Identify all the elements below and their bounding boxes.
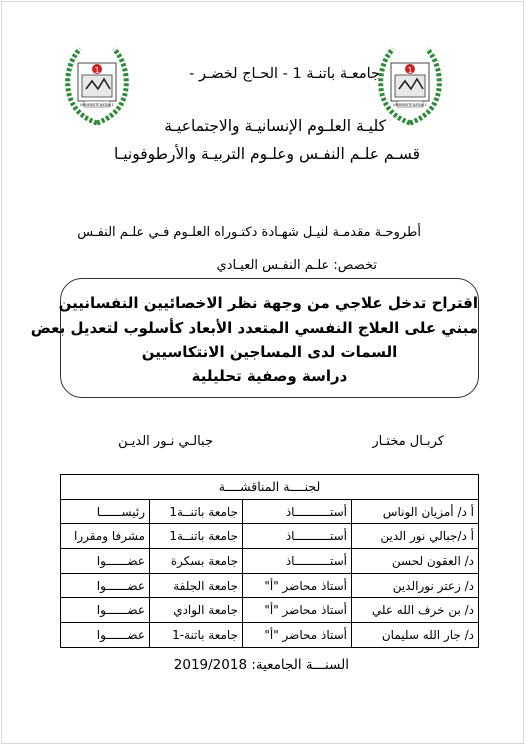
supervisor-name: جبالـي نـور الديـن [118,434,213,449]
faculty-name: كليـة العلـوم الإنسانيـة والاجتماعيـة [164,117,386,135]
table-row [61,549,479,574]
table-row [61,623,479,648]
academic-year: السنـــة الجامعية: 2019/2018 [173,657,349,673]
thesis-title-line: اقتراح تدخل علاجي من وجهة نظر الاخصائيين النفسانيين [58,294,478,312]
thesis-title-box [30,278,479,398]
member-university: جامعة باتنــة1 [150,524,243,549]
member-role: عضــــــوا [61,573,150,598]
member-rank: أستاذ محاضر "أ" [243,598,352,623]
member-role: عضــــــوا [61,598,150,623]
member-university: جامعة باتنــة1 [150,499,243,524]
member-rank: أستاذ محاضر "أ" [243,573,352,598]
member-rank: أستــــــــــاذ [243,524,352,549]
member-name: د/ العقون لحسن [352,549,479,574]
member-name: د/ زعتر نورالدين [352,573,479,598]
member-name: أ د/جبالي نور الدين [352,524,479,549]
svg-text:UNIVERSITÉ BATNA 1: UNIVERSITÉ BATNA 1 [393,103,427,107]
specialty-line: تخصص: علـم النفـس العيـادي [216,258,377,273]
member-university: جامعة الوادي [150,598,243,623]
member-rank: أستــــــــــاذ [243,549,352,574]
thesis-subtitle: دراسة وصفية تحليلية [191,367,348,385]
member-role: عضــــــوا [61,623,150,648]
table-row [61,573,479,598]
member-role: عضــــــوا [61,549,150,574]
svg-text:1: 1 [407,66,413,75]
member-role: رئيســــــا [61,499,150,524]
student-name: كربـال مختـار [372,434,444,449]
svg-text:1: 1 [94,66,100,75]
table-row [61,499,479,524]
table-row [61,524,479,549]
member-name: د/ بن خرف الله علي [352,598,479,623]
member-rank: أستاذ محاضر "أ" [243,623,352,648]
member-university: جامعة الجلفة [150,573,243,598]
committee-title: لجنــــة المناقشــــة [61,475,479,500]
member-university: جامعة باتنة-1 [150,623,243,648]
university-name: جامعـة باتنـة 1 - الحـاج لخضـر - [189,66,380,82]
thesis-title-line: السمات لدى المساجين الانتكاسيين [141,343,398,361]
committee-table [60,474,479,648]
svg-text:UNIVERSITÉ BATNA 1: UNIVERSITÉ BATNA 1 [80,103,114,107]
university-logo-left [62,45,132,127]
member-rank: أستــــــــــاذ [243,499,352,524]
member-role: مشرفا ومقررا [61,524,150,549]
member-name: أ د/ أمزيان الوناس [352,499,479,524]
university-logo-right [375,45,445,127]
department-name: قسـم علـم النفـس وعلـوم التربيـة والأرطوفونيـا [113,145,420,163]
member-name: د/ جار الله سليمان [352,623,479,648]
thesis-title-line: مبني على العلاج النفسي المتعدد الأبعاد كأسلوب لتعديل بعض [30,319,478,337]
member-university: جامعة بسكرة [150,549,243,574]
table-row [61,598,479,623]
degree-line: أطروحـة مقدمـة لنيـل شهـادة دكتـوراه العلـوم فـي علـم النفـس [77,225,421,240]
